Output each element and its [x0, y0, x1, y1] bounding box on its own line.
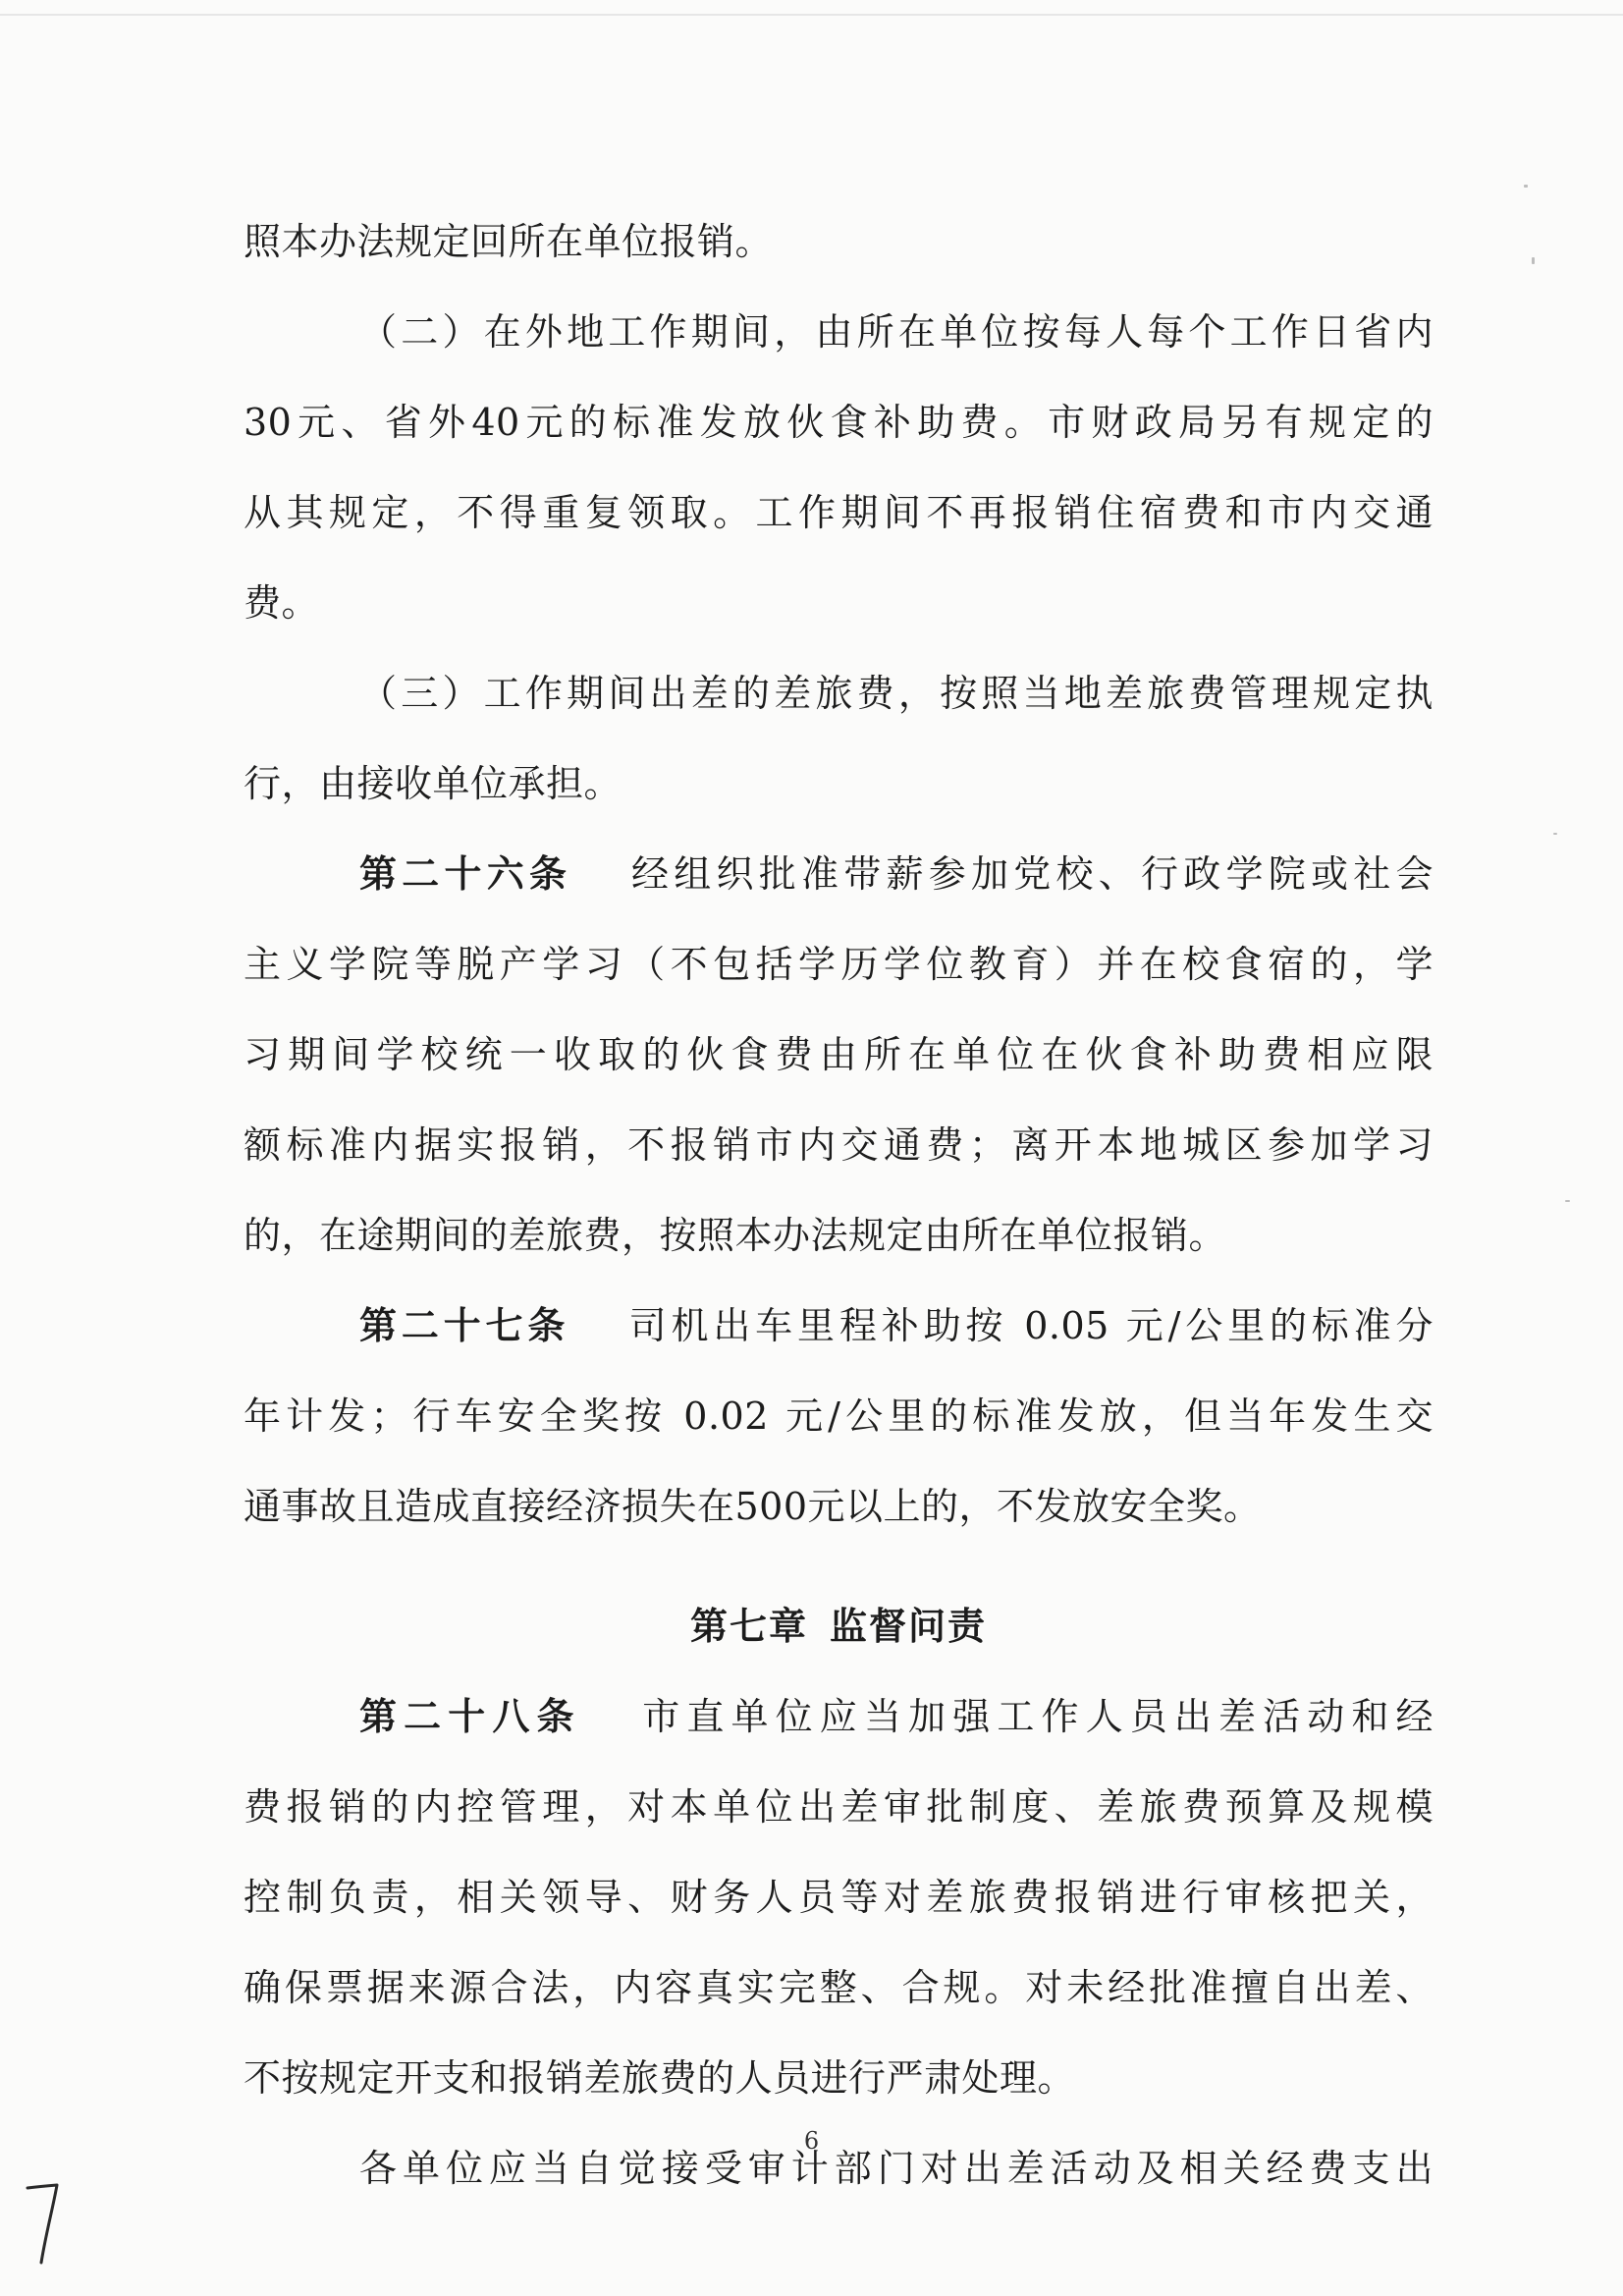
paragraph-line: 不按规定开支和报销差旅费的人员进行严肃处理。: [243, 2056, 1076, 2100]
document-body: [243, 196, 1434, 2214]
paragraph-line: 从其规定，不得重复领取。工作期间不再报销住宿费和市内交通: [243, 491, 1434, 534]
article-28-number: 第二十八条: [359, 1695, 581, 1738]
scan-speck: [1524, 185, 1528, 188]
scan-top-edge: [0, 14, 1623, 16]
scan-speck: [1532, 257, 1535, 264]
paragraph-line: 年计发；行车安全奖按 0.02 元/公里的标准发放，但当年发生交: [243, 1394, 1434, 1438]
chapter-number: 第七章: [689, 1605, 808, 1648]
paragraph-line: 的，在途期间的差旅费，按照本办法规定由所在单位报销。: [243, 1214, 1227, 1257]
paragraph-line: 30元、省外40元的标准发放伙食补助费。市财政局另有规定的: [243, 401, 1434, 444]
article-27-first-line: [243, 1281, 1434, 1371]
paragraph-line: 各单位应当自觉接受审计部门对出差活动及相关经费支出: [359, 2147, 1434, 2190]
article-26-first-line: [243, 829, 1434, 919]
page-number: 6: [803, 2127, 820, 2155]
paragraph-line: 费。: [243, 581, 320, 625]
paragraph-line: 习期间学校统一收取的伙食费由所在单位在伙食补助费相应限: [243, 1033, 1434, 1076]
paragraph-line: （二）在外地工作期间，由所在单位按每人每个工作日省内: [359, 310, 1434, 354]
paragraph-line: 确保票据来源合法，内容真实完整、合规。对未经批准擅自出差、: [243, 1966, 1434, 2009]
paragraph-line: 费报销的内控管理，对本单位出差审批制度、差旅费预算及规模: [243, 1785, 1434, 1829]
scan-speck: [1553, 833, 1557, 835]
paragraph-line: 照本办法规定回所在单位报销。: [243, 220, 774, 263]
article-26-text: 经组织批准带薪参加党校、行政学院或社会: [626, 852, 1434, 896]
article-27-text: 司机出车里程补助按 0.05 元/公里的标准分: [624, 1304, 1434, 1347]
handwritten-seven-mark: [22, 2178, 65, 2267]
article-27-number: 第二十七条: [359, 1304, 570, 1347]
chapter-heading: [243, 1581, 1434, 1671]
article-28-text: 市直单位应当加强工作人员出差活动和经: [635, 1695, 1434, 1738]
paragraph-line: 控制负责，相关领导、财务人员等对差旅费报销进行审核把关，: [243, 1876, 1434, 1919]
paragraph-line: 主义学院等脱产学习（不包括学历学位教育）并在校食宿的，学: [243, 943, 1434, 986]
paragraph-line: 额标准内据实报销，不报销市内交通费；离开本地城区参加学习: [243, 1123, 1434, 1167]
paragraph-line: （三）工作期间出差的差旅费，按照当地差旅费管理规定执: [359, 672, 1434, 715]
scan-speck: [1565, 1200, 1570, 1202]
article-26-number: 第二十六条: [359, 852, 572, 896]
article-28-first-line: [243, 1671, 1434, 1762]
chapter-title: 监督问责: [830, 1605, 988, 1648]
paragraph-line: 行，由接收单位承担。: [243, 762, 622, 805]
paragraph-line: 通事故且造成直接经济损失在500元以上的，不发放安全奖。: [243, 1485, 1262, 1528]
